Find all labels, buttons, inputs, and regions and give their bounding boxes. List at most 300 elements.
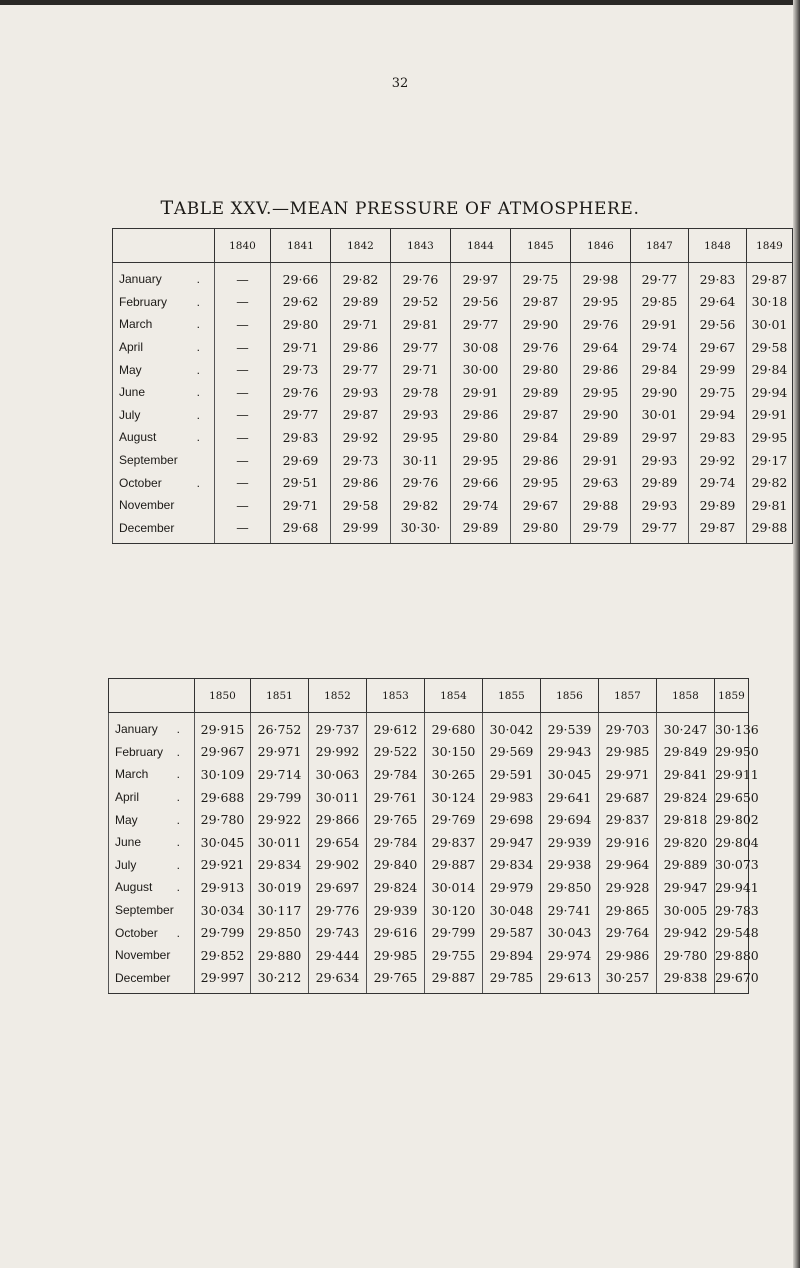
pressure-value-cell: 29·92 [689, 449, 747, 472]
pressure-value-cell: 29·92 [331, 426, 391, 449]
year-header: 1849 [747, 229, 793, 263]
pressure-value-cell: 29·942 [657, 921, 715, 944]
pressure-value-cell: 29·616 [367, 921, 425, 944]
pressure-value-cell: 29·804 [715, 831, 749, 854]
pressure-value-cell: 29·992 [309, 741, 367, 764]
pressure-value-cell: 29·769 [425, 808, 483, 831]
pressure-value-cell: 29·880 [715, 944, 749, 967]
table-row [109, 763, 749, 786]
pressure-value-cell: 29·688 [195, 786, 251, 809]
pressure-value-cell: 29·654 [309, 831, 367, 854]
pressure-value-cell: 29·95 [511, 471, 571, 494]
pressure-value-cell: 29·99 [689, 358, 747, 381]
month-label [109, 944, 195, 967]
pressure-value-cell: 29·799 [251, 786, 309, 809]
pressure-value-cell: 29·852 [195, 944, 251, 967]
pressure-value-cell: 29·539 [541, 713, 599, 741]
pressure-value-cell: 29·52 [391, 291, 451, 314]
pressure-value-cell: 29·849 [657, 741, 715, 764]
pressure-value-cell: 29·73 [271, 358, 331, 381]
pressure-value-cell: 29·83 [689, 263, 747, 291]
pressure-value-cell: 29·680 [425, 713, 483, 741]
table-row [113, 263, 793, 291]
pressure-value-cell: 29·587 [483, 921, 541, 944]
pressure-value-cell: 29·780 [657, 944, 715, 967]
month-label [109, 876, 195, 899]
pressure-value-cell: — [215, 494, 271, 517]
pressure-value-cell: 29·922 [251, 808, 309, 831]
pressure-value-cell: 29·985 [599, 741, 657, 764]
pressure-value-cell: 29·780 [195, 808, 251, 831]
month-label [109, 899, 195, 922]
pressure-value-cell: 29·943 [541, 741, 599, 764]
table-row [113, 517, 793, 544]
pressure-value-cell: 29·837 [599, 808, 657, 831]
table-row [113, 358, 793, 381]
leader-dot: . [176, 722, 180, 737]
pressure-value-cell: 29·86 [331, 336, 391, 359]
pressure-value-cell: 29·974 [541, 944, 599, 967]
pressure-value-cell: 30·045 [195, 831, 251, 854]
pressure-value-cell: 29·83 [271, 426, 331, 449]
pressure-value-cell: 29·74 [631, 336, 689, 359]
pressure-value-cell: 29·81 [747, 494, 793, 517]
pressure-value-cell: 29·58 [331, 494, 391, 517]
leader-dot: . [196, 407, 200, 422]
year-header: 1858 [657, 679, 715, 713]
pressure-value-cell: — [215, 449, 271, 472]
leader-dot: . [196, 294, 200, 309]
pressure-value-cell: 29·947 [657, 876, 715, 899]
month-name: April [119, 340, 144, 355]
pressure-value-cell: 29·93 [631, 494, 689, 517]
pressure-value-cell: 29·634 [309, 967, 367, 994]
pressure-value-cell: 29·902 [309, 854, 367, 877]
pressure-value-cell: 30·265 [425, 763, 483, 786]
pressure-value-cell: 29·75 [511, 263, 571, 291]
month-label [113, 291, 215, 314]
pressure-value-cell: 29·87 [511, 291, 571, 314]
month-name: June [119, 385, 146, 400]
pressure-value-cell: 29·838 [657, 967, 715, 994]
pressure-value-cell: 30·30· [391, 517, 451, 544]
table-row [109, 854, 749, 877]
pressure-value-cell: 29·88 [747, 517, 793, 544]
pressure-value-cell: — [215, 471, 271, 494]
pressure-value-cell: 29·80 [511, 517, 571, 544]
pressure-value-cell: 29·98 [571, 263, 631, 291]
pressure-value-cell: 30·109 [195, 763, 251, 786]
pressure-value-cell: 29·80 [271, 313, 331, 336]
month-name: January [115, 722, 158, 737]
pressure-value-cell: 30·011 [309, 786, 367, 809]
pressure-value-cell: 29·887 [425, 854, 483, 877]
month-name: May [119, 362, 142, 377]
month-label [113, 449, 215, 472]
pressure-value-cell: 29·784 [367, 831, 425, 854]
pressure-value-cell: 29·66 [271, 263, 331, 291]
pressure-value-cell: 29·916 [599, 831, 657, 854]
pressure-value-cell: 29·941 [715, 876, 749, 899]
pressure-value-cell: — [215, 358, 271, 381]
table-row [113, 291, 793, 314]
table-row [109, 713, 749, 741]
pressure-value-cell: 29·761 [367, 786, 425, 809]
table-row [109, 808, 749, 831]
month-label [113, 404, 215, 427]
pressure-value-cell: 29·84 [631, 358, 689, 381]
pressure-value-cell: 29·641 [541, 786, 599, 809]
pressure-value-cell: 29·87 [689, 517, 747, 544]
pressure-value-cell: 29·783 [715, 899, 749, 922]
pressure-value-cell: 30·045 [541, 763, 599, 786]
pressure-value-cell: 29·913 [195, 876, 251, 899]
month-label [113, 263, 215, 291]
pressure-value-cell: 30·019 [251, 876, 309, 899]
month-name: December [115, 970, 171, 985]
year-header: 1845 [511, 229, 571, 263]
pressure-value-cell: 29·77 [451, 313, 511, 336]
pressure-value-cell: 30·011 [251, 831, 309, 854]
pressure-value-cell: 29·86 [571, 358, 631, 381]
month-label [113, 471, 215, 494]
year-header: 1851 [251, 679, 309, 713]
year-header: 1855 [483, 679, 541, 713]
pressure-value-cell: 30·01 [631, 404, 689, 427]
year-header: 1847 [631, 229, 689, 263]
year-header: 1859 [715, 679, 749, 713]
pressure-value-cell: 29·66 [451, 471, 511, 494]
pressure-value-cell: 30·257 [599, 967, 657, 994]
year-header: 1844 [451, 229, 511, 263]
leader-dot: . [196, 362, 200, 377]
pressure-value-cell: 29·964 [599, 854, 657, 877]
month-name: March [115, 767, 149, 782]
pressure-value-cell: 29·79 [571, 517, 631, 544]
pressure-value-cell: 29·737 [309, 713, 367, 741]
month-label [109, 921, 195, 944]
pressure-value-cell: 29·95 [571, 381, 631, 404]
pressure-value-cell: 29·89 [689, 494, 747, 517]
pressure-value-cell: 29·74 [689, 471, 747, 494]
month-label [109, 786, 195, 809]
pressure-value-cell: 29·765 [367, 808, 425, 831]
month-name: September [115, 903, 174, 918]
pressure-value-cell: 29·90 [631, 381, 689, 404]
pressure-value-cell: — [215, 426, 271, 449]
pressure-value-cell: 29·939 [541, 831, 599, 854]
page-right-edge [793, 0, 800, 1268]
pressure-value-cell: 29·697 [309, 876, 367, 899]
pressure-value-cell: 29·866 [309, 808, 367, 831]
corner-cell [113, 229, 215, 263]
pressure-value-cell: 29·77 [391, 336, 451, 359]
pressure-value-cell: 30·01 [747, 313, 793, 336]
pressure-value-cell: 29·548 [715, 921, 749, 944]
pressure-value-cell: 29·850 [251, 921, 309, 944]
pressure-value-cell: 30·048 [483, 899, 541, 922]
pressure-value-cell: 30·247 [657, 713, 715, 741]
pressure-value-cell: — [215, 336, 271, 359]
pressure-value-cell: 29·77 [631, 263, 689, 291]
pressure-value-cell: 29·650 [715, 786, 749, 809]
pressure-value-cell: 29·91 [631, 313, 689, 336]
month-label [109, 808, 195, 831]
table-title-rest: ABLE XXV.—MEAN PRESSURE OF ATMOSPHERE. [173, 199, 640, 219]
pressure-value-cell: 29·84 [511, 426, 571, 449]
pressure-value-cell: 29·71 [391, 358, 451, 381]
pressure-value-cell: — [215, 404, 271, 427]
leader-dot: . [196, 272, 200, 287]
table-row [109, 831, 749, 854]
pressure-value-cell: 29·764 [599, 921, 657, 944]
pressure-value-cell: 29·73 [331, 449, 391, 472]
month-name: October [119, 475, 162, 490]
pressure-value-cell: 29·887 [425, 967, 483, 994]
pressure-value-cell: 29·76 [391, 471, 451, 494]
pressure-value-cell: 29·818 [657, 808, 715, 831]
pressure-value-cell: 29·97 [631, 426, 689, 449]
pressure-value-cell: 29·784 [367, 763, 425, 786]
pressure-value-cell: 29·687 [599, 786, 657, 809]
pressure-value-cell: 29·82 [391, 494, 451, 517]
pressure-value-cell: 30·073 [715, 854, 749, 877]
pressure-value-cell: 29·51 [271, 471, 331, 494]
pressure-value-cell: 29·90 [571, 404, 631, 427]
table-row [113, 313, 793, 336]
pressure-value-cell: 30·08 [451, 336, 511, 359]
year-header: 1843 [391, 229, 451, 263]
pressure-value-cell: 29·87 [331, 404, 391, 427]
pressure-value-cell: 30·11 [391, 449, 451, 472]
leader-dot: . [176, 857, 180, 872]
pressure-value-cell: 29·82 [747, 471, 793, 494]
month-name: July [119, 407, 141, 422]
pressure-value-cell: 29·820 [657, 831, 715, 854]
pressure-value-cell: 29·670 [715, 967, 749, 994]
pressure-value-cell: 29·947 [483, 831, 541, 854]
table-row [113, 336, 793, 359]
pressure-value-cell: 29·824 [657, 786, 715, 809]
pressure-value-cell: 29·89 [331, 291, 391, 314]
pressure-value-cell: 29·58 [747, 336, 793, 359]
pressure-value-cell: 29·776 [309, 899, 367, 922]
pressure-value-cell: 29·613 [541, 967, 599, 994]
pressure-value-cell: 29·88 [571, 494, 631, 517]
pressure-value-cell: 29·834 [483, 854, 541, 877]
month-name: July [115, 857, 137, 872]
year-header: 1857 [599, 679, 657, 713]
pressure-value-cell: 29·77 [631, 517, 689, 544]
month-label [109, 831, 195, 854]
leader-dot: . [176, 835, 180, 850]
table-row [109, 786, 749, 809]
month-name: February [115, 744, 164, 759]
pressure-value-cell: 30·212 [251, 967, 309, 994]
pressure-value-cell: 29·89 [511, 381, 571, 404]
pressure-value-cell: 29·91 [747, 404, 793, 427]
pressure-value-cell: 29·80 [511, 358, 571, 381]
pressure-value-cell: 29·983 [483, 786, 541, 809]
month-name: January [119, 272, 162, 287]
table-title-initial: T [160, 197, 174, 219]
month-name: February [119, 294, 168, 309]
pressure-value-cell: 29·755 [425, 944, 483, 967]
pressure-value-cell: 29·77 [331, 358, 391, 381]
leader-dot: . [196, 317, 200, 332]
pressure-value-cell: 30·063 [309, 763, 367, 786]
pressure-value-cell: 29·85 [631, 291, 689, 314]
month-label [113, 426, 215, 449]
month-name: May [115, 812, 138, 827]
pressure-value-cell: 29·889 [657, 854, 715, 877]
month-label [113, 494, 215, 517]
pressure-value-cell: 29·89 [631, 471, 689, 494]
leader-dot: . [196, 430, 200, 445]
month-label [113, 358, 215, 381]
month-name: December [119, 520, 175, 535]
year-header: 1854 [425, 679, 483, 713]
year-header: 1841 [271, 229, 331, 263]
pressure-value-cell: 29·91 [571, 449, 631, 472]
pressure-value-cell: 30·18 [747, 291, 793, 314]
leader-dot: . [196, 475, 200, 490]
month-label [109, 741, 195, 764]
pressure-value-cell: 29·82 [331, 263, 391, 291]
month-name: November [115, 948, 171, 963]
table-row [109, 967, 749, 994]
pressure-value-cell: 29·94 [689, 404, 747, 427]
pressure-value-cell: 29·90 [511, 313, 571, 336]
pressure-value-cell: 30·014 [425, 876, 483, 899]
pressure-value-cell: 29·837 [425, 831, 483, 854]
pressure-value-cell: 30·124 [425, 786, 483, 809]
pressure-value-cell: 29·894 [483, 944, 541, 967]
pressure-value-cell: 29·939 [367, 899, 425, 922]
pressure-value-cell: 29·94 [747, 381, 793, 404]
month-label [109, 854, 195, 877]
pressure-value-cell: 29·76 [271, 381, 331, 404]
pressure-value-cell: 29·63 [571, 471, 631, 494]
pressure-value-cell: 29·979 [483, 876, 541, 899]
pressure-value-cell: 29·71 [331, 313, 391, 336]
month-name: August [119, 430, 157, 445]
pressure-value-cell: 29·56 [689, 313, 747, 336]
pressure-value-cell: 29·612 [367, 713, 425, 741]
pressure-value-cell: 30·120 [425, 899, 483, 922]
pressure-value-cell: 29·95 [571, 291, 631, 314]
month-name: April [115, 790, 140, 805]
pressure-value-cell: 29·76 [571, 313, 631, 336]
pressure-value-cell: 29·967 [195, 741, 251, 764]
pressure-value-cell: 30·043 [541, 921, 599, 944]
leader-dot: . [176, 925, 180, 940]
pressure-value-cell: 29·89 [571, 426, 631, 449]
pressure-value-cell: 29·81 [391, 313, 451, 336]
pressure-value-cell: 29·694 [541, 808, 599, 831]
pressure-value-cell: 29·95 [451, 449, 511, 472]
table-row [113, 426, 793, 449]
pressure-value-cell: 29·71 [271, 336, 331, 359]
pressure-value-cell: 29·569 [483, 741, 541, 764]
pressure-value-cell: 29·714 [251, 763, 309, 786]
pressure-value-cell: 29·17 [747, 449, 793, 472]
pressure-value-cell: 29·950 [715, 741, 749, 764]
year-header: 1846 [571, 229, 631, 263]
month-name: September [119, 453, 178, 468]
pressure-value-cell: 29·444 [309, 944, 367, 967]
pressure-value-cell: 29·78 [391, 381, 451, 404]
pressure-value-cell: 29·86 [511, 449, 571, 472]
pressure-value-cell: 29·62 [271, 291, 331, 314]
pressure-value-cell: 29·986 [599, 944, 657, 967]
pressure-value-cell: 29·985 [367, 944, 425, 967]
pressure-value-cell: 29·76 [391, 263, 451, 291]
month-label [113, 336, 215, 359]
pressure-value-cell: 26·752 [251, 713, 309, 741]
pressure-value-cell: 29·75 [689, 381, 747, 404]
table-row [113, 449, 793, 472]
month-label [113, 381, 215, 404]
month-name: June [115, 835, 142, 850]
pressure-value-cell: 29·76 [511, 336, 571, 359]
pressure-value-cell: 29·67 [511, 494, 571, 517]
table-row [109, 741, 749, 764]
pressure-value-cell: 29·915 [195, 713, 251, 741]
year-header: 1853 [367, 679, 425, 713]
pressure-value-cell: 30·117 [251, 899, 309, 922]
pressure-value-cell: 29·591 [483, 763, 541, 786]
pressure-value-cell: 29·880 [251, 944, 309, 967]
month-name: August [115, 880, 153, 895]
pressure-value-cell: 29·89 [451, 517, 511, 544]
pressure-value-cell: 29·87 [511, 404, 571, 427]
pressure-value-cell: 29·86 [451, 404, 511, 427]
year-header: 1842 [331, 229, 391, 263]
pressure-value-cell: 29·80 [451, 426, 511, 449]
pressure-value-cell: 30·136 [715, 713, 749, 741]
month-name: October [115, 925, 158, 940]
pressure-value-cell: 29·86 [331, 471, 391, 494]
table-row [109, 899, 749, 922]
pressure-value-cell: 29·68 [271, 517, 331, 544]
pressure-value-cell: 29·698 [483, 808, 541, 831]
pressure-value-cell: — [215, 517, 271, 544]
pressure-value-cell: 29·938 [541, 854, 599, 877]
pressure-value-cell: 30·034 [195, 899, 251, 922]
table-row [109, 944, 749, 967]
pressure-value-cell: 29·87 [747, 263, 793, 291]
pressure-value-cell: 29·95 [747, 426, 793, 449]
pressure-value-cell: 29·93 [391, 404, 451, 427]
leader-dot: . [176, 767, 180, 782]
pressure-value-cell: 29·824 [367, 876, 425, 899]
year-header: 1840 [215, 229, 271, 263]
corner-cell [109, 679, 195, 713]
pressure-value-cell: 30·005 [657, 899, 715, 922]
pressure-value-cell: 29·69 [271, 449, 331, 472]
pressure-value-cell: — [215, 263, 271, 291]
pressure-value-cell: 29·67 [689, 336, 747, 359]
year-header: 1852 [309, 679, 367, 713]
pressure-value-cell: 29·840 [367, 854, 425, 877]
month-label [109, 763, 195, 786]
month-label [113, 313, 215, 336]
table-row [109, 876, 749, 899]
month-label [109, 713, 195, 741]
page-number: 32 [391, 76, 409, 91]
pressure-value-cell: 29·971 [251, 741, 309, 764]
